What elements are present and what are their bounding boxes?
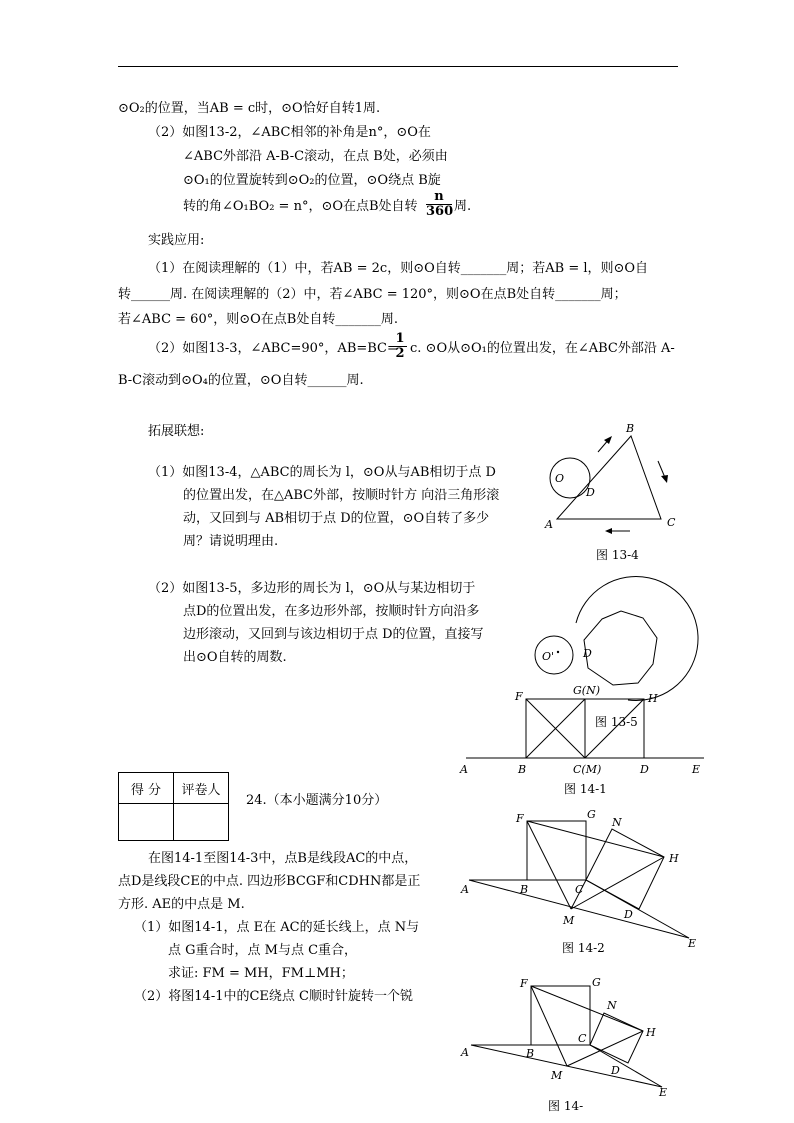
fraction-n-360: $\frac{n}{360}$ bbox=[426, 189, 454, 219]
section-heading: 实践应用: bbox=[148, 233, 205, 248]
text-line: 出⊙O自转的周数. bbox=[183, 650, 287, 665]
caption-14-1: 图 14-1 bbox=[564, 782, 607, 796]
text-line: （2）如图13-2，∠ABC相邻的补角是n°，⊙O在 bbox=[148, 125, 431, 140]
text-line: ∠ABC外部沿 A-B-C滚动，在点 B处，必须由 bbox=[183, 149, 448, 164]
text-line: 点D是线段CE的中点. 四边形BCGF和CDHN都是正 bbox=[118, 874, 421, 889]
text-line: 点D的位置出发，在多边形外部，按顺时针方向沿多 bbox=[183, 604, 480, 619]
label-A: A bbox=[461, 883, 469, 896]
text-line: c. ⊙O从⊙O₁的位置出发，在∠ABC外部沿 A- bbox=[410, 341, 675, 356]
label-E: E bbox=[692, 763, 701, 776]
label-D: D bbox=[611, 1064, 620, 1077]
label-B: B bbox=[518, 763, 527, 776]
caption-14-2: 图 14-2 bbox=[562, 941, 605, 955]
text-line: （2）如图13-5，多边形的周长为 l，⊙O从与某边相切于 bbox=[148, 581, 476, 596]
text-line: 若∠ABC = 60°，则⊙O在点B处自转_______周. bbox=[118, 312, 398, 327]
label-A: A bbox=[460, 763, 468, 776]
text-line: （1）在阅读理解的（1）中，若AB = 2c，则⊙O自转_______周；若AB = l，则⊙O自 bbox=[148, 261, 649, 276]
label-H: H bbox=[669, 852, 679, 865]
text-line: 点 G重合时，点 M与点 C重合， bbox=[168, 943, 358, 958]
label-M: M bbox=[551, 1069, 563, 1082]
label-D: D bbox=[640, 763, 649, 776]
text-line: 求证: FM = MH，FM⊥MH； bbox=[168, 966, 354, 981]
label-N: N bbox=[612, 816, 622, 829]
label-C: C bbox=[578, 1032, 587, 1045]
text-line: （1）如图14-1，点 E在 AC的延长线上，点 N与 bbox=[134, 920, 420, 935]
label-H: H bbox=[646, 1026, 656, 1039]
label-B: B bbox=[520, 883, 529, 896]
score-header: 得 分 bbox=[119, 773, 174, 804]
label-E: E bbox=[659, 1086, 668, 1099]
text-line: 在图14-1至图14-3中，点B是线段AC的中点， bbox=[148, 851, 418, 866]
label-C-M: C(M) bbox=[573, 763, 602, 776]
label-B: B bbox=[526, 1047, 535, 1060]
caption-14-3: 图 14- bbox=[548, 1099, 584, 1113]
text-line: 周？请说明理由. bbox=[183, 534, 279, 549]
text-line: （2）将图14-1中的CE绕点 C顺时针旋转一个锐 bbox=[134, 989, 413, 1004]
text-line: 动，又回到与 AB相切于点 D的位置，⊙O自转了多少 bbox=[183, 511, 490, 526]
label-O-prime: O' bbox=[542, 650, 555, 663]
label-D: D bbox=[586, 486, 595, 499]
text-line: ⊙O₂的位置，当AB = c时，⊙O恰好自转1周. bbox=[118, 101, 381, 116]
label-H: H bbox=[648, 692, 658, 705]
label-A: A bbox=[545, 518, 553, 531]
text-line: 转的角∠O₁BO₂ = n°，⊙O在点B处自转 bbox=[183, 199, 418, 214]
label-F: F bbox=[516, 812, 524, 825]
label-E: E bbox=[688, 937, 697, 950]
section-heading: 拓展联想: bbox=[148, 424, 205, 439]
caption-13-5: 图 13-5 bbox=[595, 715, 638, 729]
text-line: 的位置出发，在△ABC外部，按顺时针方 向沿三角形滚 bbox=[183, 488, 500, 503]
label-A: A bbox=[461, 1046, 469, 1059]
label-D: D bbox=[624, 908, 633, 921]
label-N: N bbox=[607, 999, 617, 1012]
text-line: ⊙O₁的位置旋转到⊙O₂的位置，⊙O绕点 B旋 bbox=[183, 173, 441, 188]
text-line: 转______周. 在阅读理解的（2）中，若∠ABC = 120°，则⊙O在点B处自转_______周； bbox=[118, 287, 627, 302]
text-line: （1）如图13-4，△ABC的周长为 l，⊙O从与AB相切于点 D bbox=[148, 465, 496, 480]
caption-13-4: 图 13-4 bbox=[596, 548, 639, 562]
label-O: O bbox=[555, 472, 565, 485]
text-line: 方形. AE的中点是 M. bbox=[118, 897, 245, 912]
question-number: 24.（本小题满分10分） bbox=[246, 793, 388, 808]
text-line: 周. bbox=[454, 199, 472, 214]
text-line: 边形滚动，又回到与该边相切于点 D的位置，直接写 bbox=[183, 627, 484, 642]
label-G: G bbox=[592, 976, 601, 989]
text-line: （2）如图13-3，∠ABC=90°，AB=BC= bbox=[148, 341, 398, 356]
label-D: D bbox=[583, 647, 592, 660]
label-F: F bbox=[520, 977, 528, 990]
label-C: C bbox=[575, 883, 584, 896]
fraction-half: $\frac{1}{2}$ bbox=[393, 332, 407, 361]
label-C: C bbox=[667, 516, 676, 529]
label-G: G bbox=[587, 808, 596, 821]
label-B: B bbox=[626, 422, 635, 435]
label-F: F bbox=[515, 690, 523, 703]
label-M: M bbox=[563, 914, 575, 927]
text-line: B-C滚动到⊙O₄的位置，⊙O自转______周. bbox=[118, 373, 364, 388]
grader-header: 评卷人 bbox=[174, 773, 229, 804]
label-G-N: G(N) bbox=[573, 684, 600, 697]
